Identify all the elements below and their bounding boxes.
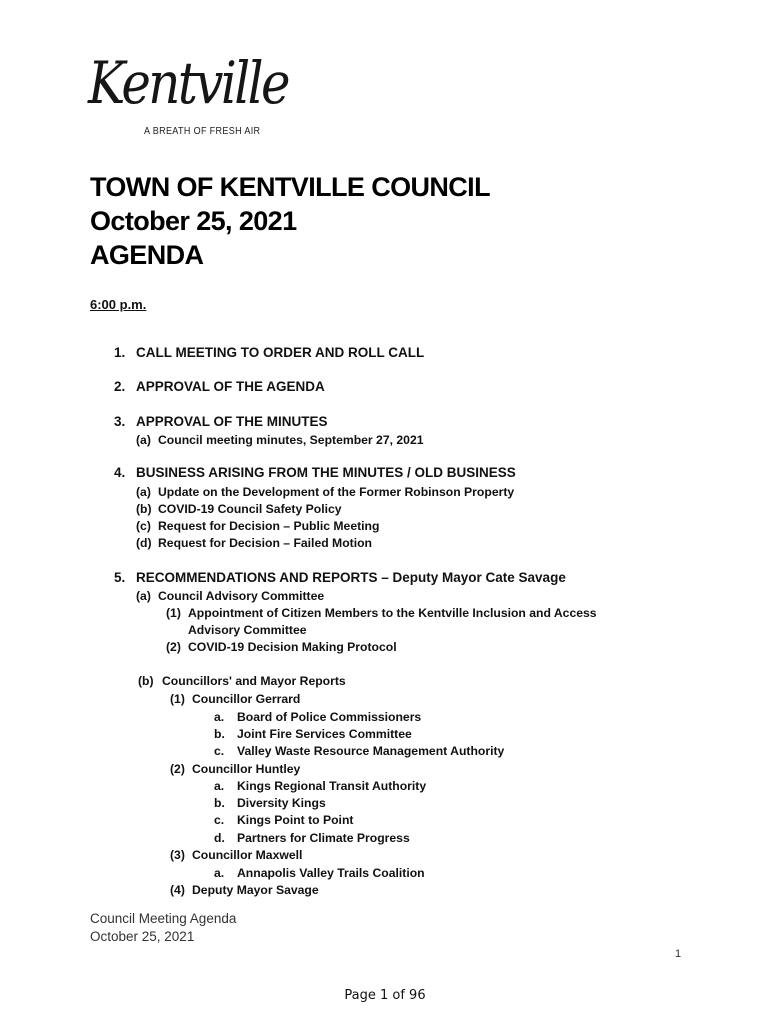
item-text: Partners for Climate Progress — [237, 831, 410, 845]
report-item — [214, 831, 410, 845]
page-indicator: Page 1 of 96 — [344, 988, 426, 1003]
item-number: (4) — [170, 883, 185, 897]
item-text: Kings Point to Point — [237, 813, 354, 827]
item-text: Update on the Development of the Former Robinson Property — [158, 485, 515, 499]
agenda-item-4 — [114, 465, 516, 480]
item-number: c. — [214, 813, 225, 827]
item-number: (a) — [136, 433, 151, 447]
item-text: COVID-19 Decision Making Protocol — [188, 640, 397, 654]
agenda-item-5 — [114, 570, 566, 585]
item-text: Valley Waste Resource Management Authority — [237, 744, 505, 758]
item-number: (3) — [170, 848, 185, 862]
agenda-heading: AGENDA — [90, 240, 204, 270]
item-text: APPROVAL OF THE MINUTES — [136, 414, 328, 429]
item-text: COVID-19 Council Safety Policy — [158, 502, 342, 516]
item-text: Diversity Kings — [237, 796, 326, 810]
footer-document-name: Council Meeting Agenda — [90, 911, 237, 926]
agenda-subitem-5b3 — [170, 848, 302, 862]
item-text: Request for Decision – Public Meeting — [158, 519, 380, 533]
agenda-subitem-5b1 — [170, 692, 300, 706]
item-text: RECOMMENDATIONS AND REPORTS – Deputy Mayor Cate Savage — [136, 570, 566, 585]
report-item — [214, 727, 412, 741]
item-text: BUSINESS ARISING FROM THE MINUTES / OLD BUSINESS — [136, 465, 516, 480]
item-text: Kings Regional Transit Authority — [237, 779, 427, 793]
agenda-subitem-5b — [138, 674, 346, 688]
meeting-date: October 25, 2021 — [90, 206, 297, 236]
logo-wordmark: Kentville — [88, 49, 288, 117]
item-number: (1) — [170, 692, 185, 706]
item-text: Joint Fire Services Committee — [237, 727, 412, 741]
logo-tagline: A BREATH OF FRESH AIR — [144, 126, 261, 137]
item-text: Councillor Huntley — [192, 762, 301, 776]
report-item — [214, 744, 504, 758]
item-number: a. — [214, 866, 225, 880]
item-text: Council Advisory Committee — [158, 589, 325, 603]
item-text: Annapolis Valley Trails Coalition — [237, 866, 425, 880]
agenda-subitem-5a — [136, 589, 324, 603]
agenda-item-2 — [114, 379, 325, 394]
item-text: Councillors' and Mayor Reports — [162, 674, 346, 688]
report-item — [214, 866, 425, 880]
item-text: APPROVAL OF THE AGENDA — [136, 379, 325, 394]
kentville-logo — [88, 48, 308, 148]
report-item — [214, 813, 353, 827]
report-item — [214, 710, 421, 724]
item-number: (1) — [166, 606, 181, 620]
agenda-subitem-5a1 — [166, 606, 597, 620]
agenda-subitem-4d — [136, 536, 372, 550]
item-number: a. — [214, 710, 225, 724]
footer-date: October 25, 2021 — [90, 929, 195, 944]
meeting-time: 6:00 p.m. — [90, 297, 147, 312]
item-number: b. — [214, 796, 225, 810]
item-text: Appointment of Citizen Members to the Kentville Inclusion and Access — [188, 606, 597, 620]
item-text: Councillor Maxwell — [192, 848, 303, 862]
item-text: Deputy Mayor Savage — [192, 883, 319, 897]
item-text: Council meeting minutes, September 27, 2021 — [158, 433, 424, 447]
item-number: c. — [214, 744, 225, 758]
item-number: (b) — [138, 674, 154, 688]
item-number: (d) — [136, 536, 152, 550]
item-number: b. — [214, 727, 225, 741]
agenda-subitem-4c — [136, 519, 379, 533]
report-item — [214, 796, 326, 810]
item-number: (b) — [136, 502, 152, 516]
item-number: 2. — [114, 379, 126, 394]
item-text: Councillor Gerrard — [192, 692, 301, 706]
item-number: (a) — [136, 589, 151, 603]
agenda-subitem-4b — [136, 502, 342, 516]
item-number: (2) — [170, 762, 185, 776]
item-number: 3. — [114, 414, 126, 429]
item-number: (2) — [166, 640, 181, 654]
item-text: Board of Police Commissioners — [237, 710, 422, 724]
agenda-subitem-5b2 — [170, 762, 300, 776]
agenda-subitem-5b4 — [170, 883, 319, 897]
agenda-subitem-5a1-continued: Advisory Committee — [188, 623, 307, 637]
page-number: 1 — [675, 948, 682, 960]
item-number: (a) — [136, 485, 151, 499]
agenda-subitem-3a — [136, 433, 424, 447]
report-item — [214, 779, 426, 793]
agenda-item-3 — [114, 414, 328, 429]
item-number: 1. — [114, 345, 126, 360]
item-number: (c) — [136, 519, 151, 533]
agenda-subitem-4a — [136, 485, 514, 499]
item-text: Request for Decision – Failed Motion — [158, 536, 372, 550]
document-title: TOWN OF KENTVILLE COUNCIL — [90, 172, 490, 202]
item-number: d. — [214, 831, 225, 845]
item-text: CALL MEETING TO ORDER AND ROLL CALL — [136, 345, 425, 360]
item-number: 5. — [114, 570, 126, 585]
agenda-item-1 — [114, 345, 424, 360]
agenda-subitem-5a2 — [166, 640, 397, 654]
item-number: a. — [214, 779, 225, 793]
item-number: 4. — [114, 465, 126, 480]
